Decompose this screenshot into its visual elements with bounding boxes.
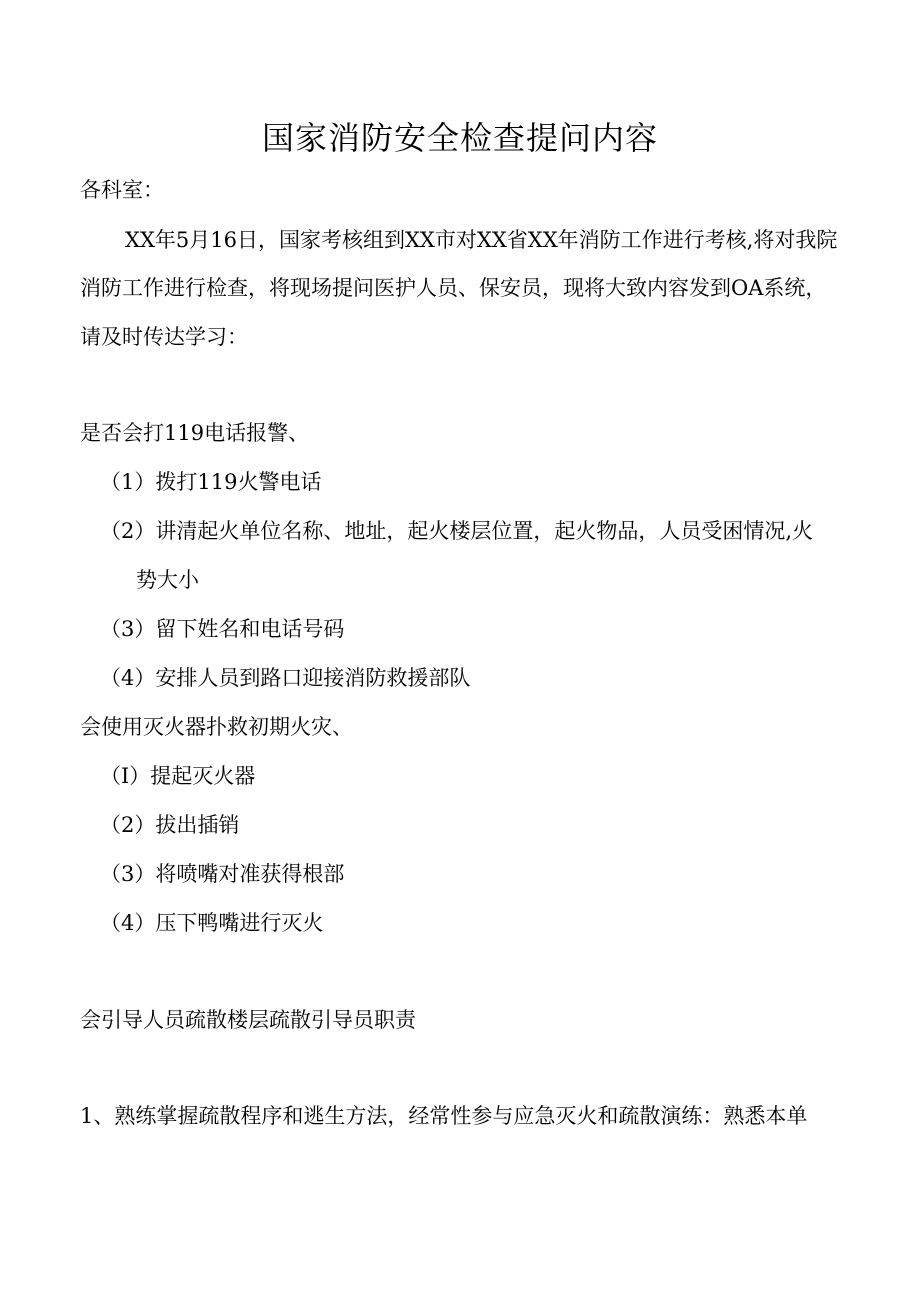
intro-line-3: 请及时传达学习： bbox=[80, 325, 248, 349]
section-2-heading: 会使用灭火器扑救初期火灾、 bbox=[80, 715, 353, 739]
section-2-item-2: （2）拔出插销 bbox=[100, 813, 240, 837]
intro-line-2: 消防工作进行检查，将现场提问医护人员、保安员，现将大致内容发到OA系统， bbox=[80, 276, 827, 300]
section-1-item-4: （4）安排人员到路口迎接消防救援部队 bbox=[100, 666, 471, 690]
section-3-item-1: 1、熟练掌握疏散程序和逃生方法，经常性参与应急灭火和疏散演练：熟悉本单 bbox=[80, 1104, 808, 1128]
section-3-heading: 会引导人员疏散楼层疏散引导员职责 bbox=[80, 1008, 416, 1032]
section-2-item-4: （4）压下鸭嘴进行灭火 bbox=[100, 911, 324, 935]
document-title: 国家消防安全检查提问内容 bbox=[261, 119, 658, 157]
section-1-item-2-cont: 势大小 bbox=[136, 568, 199, 592]
section-2-item-1: （I）提起灭火器 bbox=[100, 764, 256, 788]
section-2-item-3: （3）将喷嘴对准获得根部 bbox=[100, 862, 345, 886]
salutation: 各科室： bbox=[80, 178, 164, 202]
section-1-item-3: （3）留下姓名和电话号码 bbox=[100, 617, 345, 641]
section-1-item-1: （1）拨打119火警电话 bbox=[100, 470, 322, 494]
intro-line-1: XX年5月16日，国家考核组到XX市对XX省XX年消防工作进行考核,将对我院 bbox=[125, 228, 838, 252]
section-1-item-2: （2）讲清起火单位名称、地址，起火楼层位置，起火物品，人员受困情况,火 bbox=[100, 519, 814, 543]
section-1-heading: 是否会打119电话报警、 bbox=[80, 421, 310, 445]
